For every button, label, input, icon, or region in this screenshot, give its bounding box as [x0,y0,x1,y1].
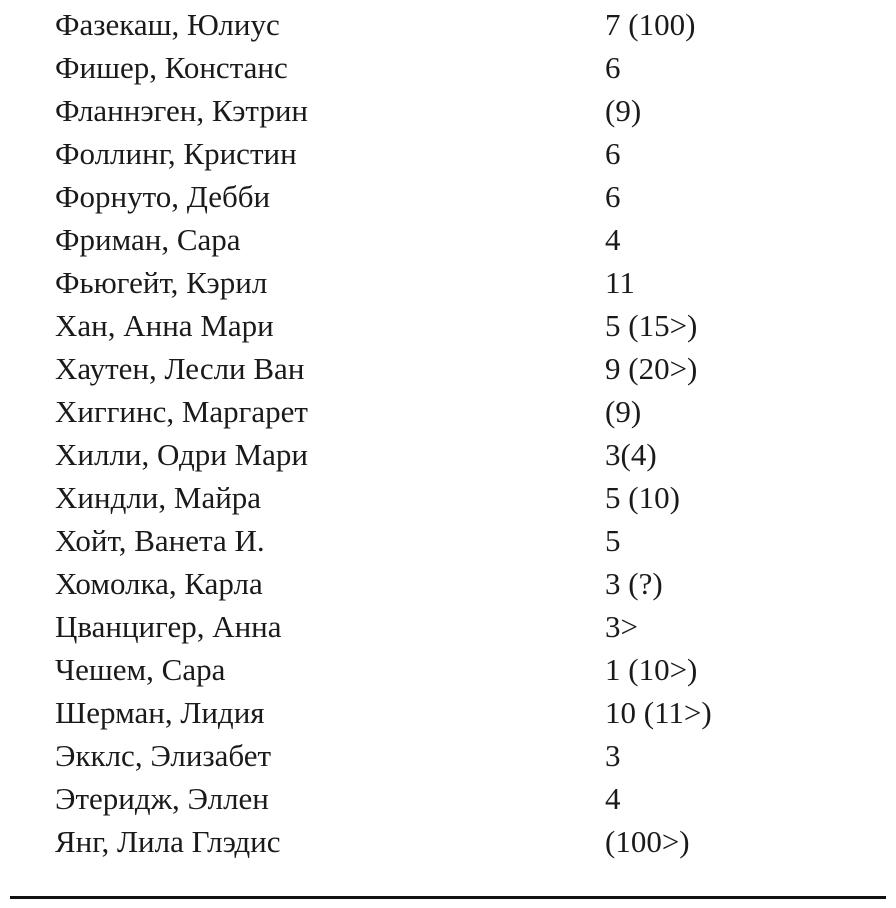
victim-count: (100>) [605,824,690,859]
horizontal-divider [10,896,886,899]
person-name: Чешем, Сара [55,652,226,687]
person-name: Форнуто, Дебби [55,179,271,214]
person-name: Фриман, Сара [55,222,241,257]
names-table [55,3,855,863]
victim-count: (9) [605,394,642,429]
person-name: Хаутен, Лесли Ван [55,351,305,386]
person-name: Хойт, Ванета И. [55,523,265,558]
person-name: Шерман, Лидия [55,695,265,730]
table-row [55,691,855,734]
person-name: Фоллинг, Кристин [55,136,297,171]
victim-count: 6 [605,50,621,85]
victim-count: (9) [605,93,642,128]
table-row [55,605,855,648]
table-row [55,3,855,46]
person-name: Экклс, Элизабет [55,738,272,773]
table-row [55,261,855,304]
person-name: Этеридж, Эллен [55,781,269,816]
table-row [55,132,855,175]
victim-count: 4 [605,222,621,257]
person-name: Янг, Лила Глэдис [55,824,281,859]
table-row [55,433,855,476]
victim-count: 1 (10>) [605,652,698,687]
table-row [55,46,855,89]
table-row [55,476,855,519]
victim-count: 3 (?) [605,566,663,601]
table-row [55,175,855,218]
person-name: Цванцигер, Анна [55,609,282,644]
table-row [55,347,855,390]
victim-count: 9 (20>) [605,351,698,386]
table-row [55,648,855,691]
person-name: Хиндли, Майра [55,480,262,515]
victim-count: 6 [605,179,621,214]
person-name: Хан, Анна Мари [55,308,274,343]
person-name: Хиггинс, Маргарет [55,394,308,429]
table-row [55,390,855,433]
victim-count: 3(4) [605,437,657,472]
person-name: Фланнэген, Кэтрин [55,93,308,128]
table-row [55,304,855,347]
victim-count: 6 [605,136,621,171]
table-row [55,734,855,777]
victim-count: 10 (11>) [605,695,712,730]
victim-count: 3 [605,738,621,773]
victim-count: 11 [605,265,635,300]
victim-count: 4 [605,781,621,816]
victim-count: 5 (10) [605,480,680,515]
table-row [55,89,855,132]
table-row [55,218,855,261]
table-row [55,820,855,863]
victim-count: 3> [605,609,638,644]
person-name: Хилли, Одри Мари [55,437,309,472]
person-name: Фазекаш, Юлиус [55,7,280,42]
person-name: Хомолка, Карла [55,566,263,601]
victim-count: 7 (100) [605,7,696,42]
table-row [55,562,855,605]
victim-count: 5 [605,523,621,558]
victim-count: 5 (15>) [605,308,698,343]
person-name: Фишер, Констанс [55,50,288,85]
table-row [55,777,855,820]
person-name: Фьюгейт, Кэрил [55,265,268,300]
table-row [55,519,855,562]
